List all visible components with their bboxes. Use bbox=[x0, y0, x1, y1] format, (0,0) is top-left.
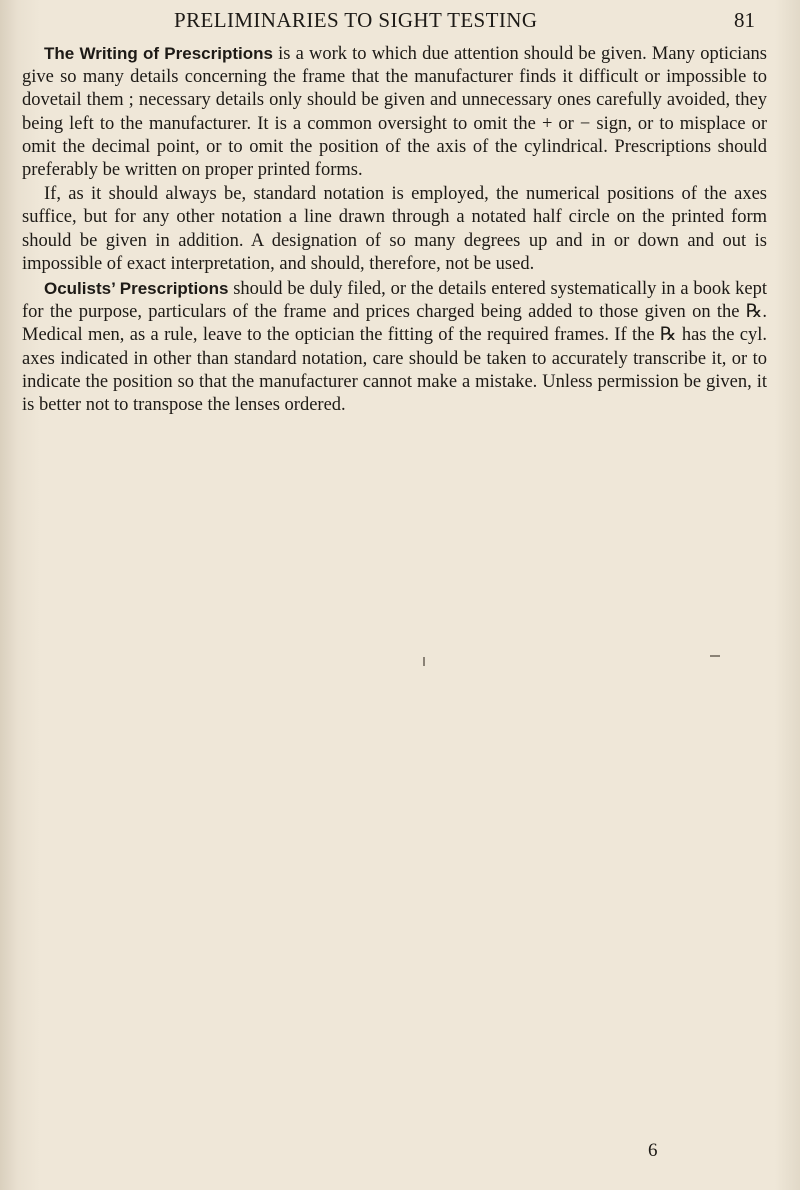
paragraph-text: If, as it should always be, standard notation is employed, the numerical positions of the axes suffice, but for any other notation a line drawn through a notated half circle on the printed form should be given in addition. A designation of so many degrees up and in or down and out is impossible of exact interpretation, and should, therefore, not be used. bbox=[22, 184, 767, 274]
paragraph-heading: The Writing of Prescriptions bbox=[44, 44, 273, 63]
running-title: PRELIMINARIES TO SIGHT TESTING bbox=[174, 8, 538, 32]
paragraph-standard-notation bbox=[22, 183, 767, 276]
ink-speck bbox=[710, 655, 720, 657]
paragraph-oculists-prescriptions bbox=[22, 277, 767, 417]
body-text bbox=[22, 42, 767, 417]
ink-speck bbox=[423, 657, 425, 666]
paragraph-writing-of-prescriptions bbox=[22, 42, 767, 182]
paragraph-heading: Oculists’ Prescriptions bbox=[44, 279, 229, 299]
paragraph-text: is a work to which due attention should be given. Many opticians give so many details concerning the frame that the manufacturer finds it difficult or impossible to dovetail them ; necessary details only should be given and unnecessary ones carefully avoided, they being left to the manufacturer. It is a common oversight to omit the + or − sign, or to misplace or omit the decimal point, or to omit the position of the axis of the cylindrical. Prescriptions should preferably be written on proper printed forms. bbox=[22, 44, 767, 181]
page-number: 81 bbox=[734, 8, 755, 32]
signature-mark: 6 bbox=[648, 1140, 658, 1161]
paragraph-text: should be duly filed, or the details entered systematically in a book kept for the purpose, particulars of the frame and prices charged being added to those given on the ℞. Medical men, as a rule, leave to the optician the fitting of the required frames. If the ℞ has the cyl. axes indicated in other than standard notation, care should be taken to accurately transcribe it, or to indicate the position so that the manufacturer cannot make a mistake. Unless permission be given, it is better not to transpose the lenses ordered. bbox=[22, 279, 767, 416]
